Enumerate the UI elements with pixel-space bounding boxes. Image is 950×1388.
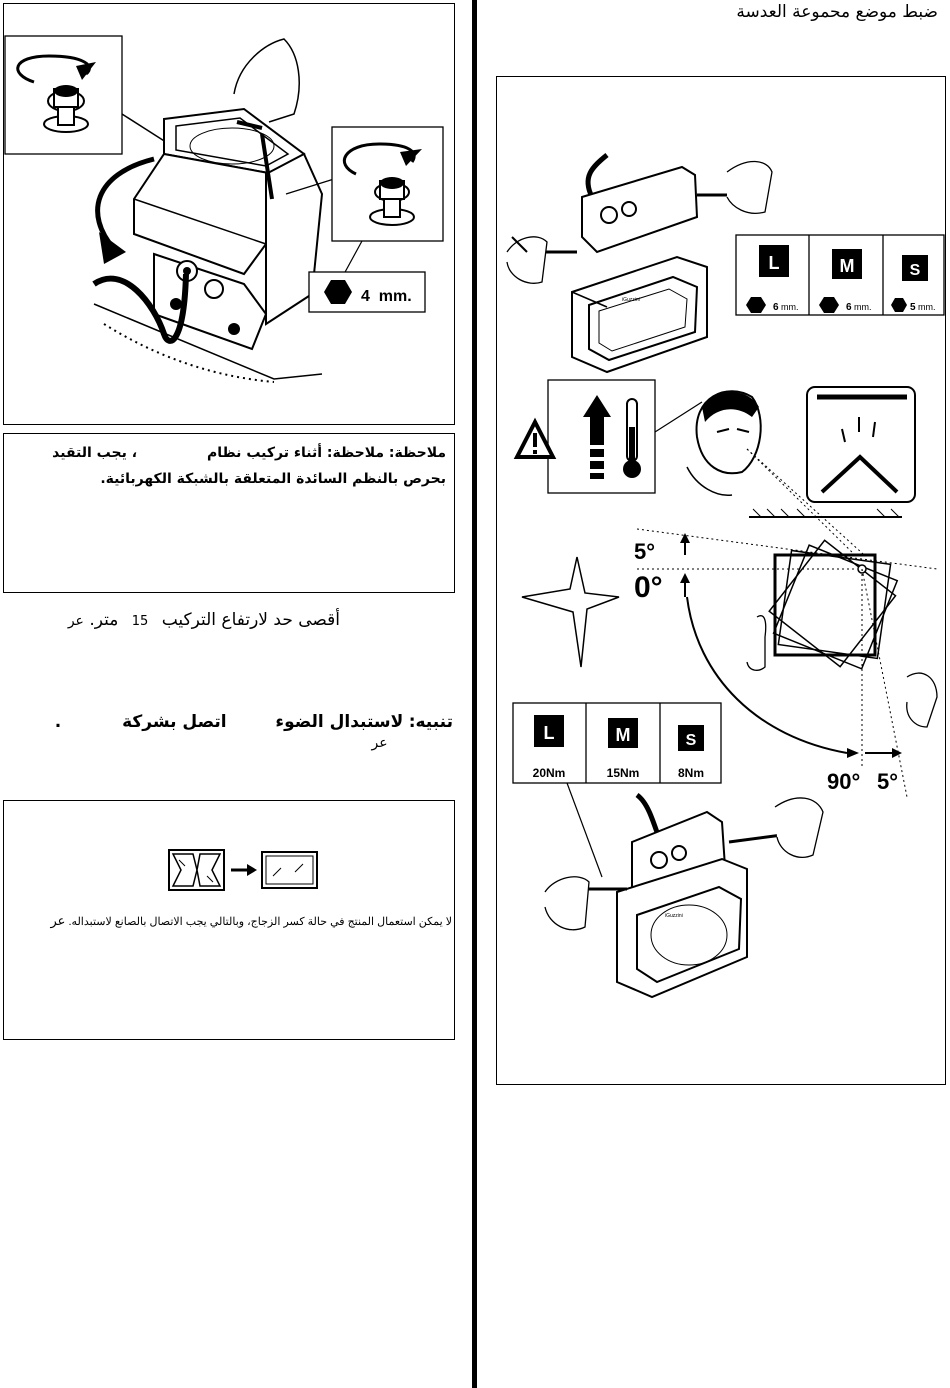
- installation-illustration: [4, 4, 456, 426]
- hex-key-bottom-right: [729, 835, 782, 842]
- lens-detail-inset: [807, 387, 915, 502]
- hex-unit-small: mm.: [918, 302, 936, 312]
- new-glass-icon: [262, 852, 317, 888]
- arrow-right-icon: [247, 864, 257, 876]
- tilt-angle-zero: 0°: [634, 571, 663, 604]
- hex-size-medium: 6: [846, 302, 852, 313]
- glass-notice-line: [10, 913, 452, 929]
- glass-notice-text: لا يمكن استعمال المنتج في حالة كسر الزجاج، وبالتالي يجب الاتصال بالصانع لاستبداله.: [68, 916, 452, 928]
- warning-contact: اتصل بشركة: [122, 712, 227, 732]
- lens-adjustment-figure-frame: [496, 76, 946, 1085]
- max-height-trailing: عر: [67, 613, 84, 629]
- rotation-angle-extra: 5°: [877, 769, 899, 794]
- warning-text: لاستبدال الضوء: [275, 712, 404, 732]
- note-line-1: [12, 440, 446, 466]
- warning-label: تنبيه:: [408, 712, 453, 732]
- column-divider: [472, 0, 477, 1388]
- tilt-angle-top: 5°: [634, 539, 656, 564]
- warning-dot: .: [54, 712, 62, 732]
- warning-line: [5, 712, 453, 752]
- torque-medium-letter: M: [615, 725, 631, 745]
- brand-mark-bottom: iGuzzini: [665, 913, 683, 919]
- hex-unit-medium: mm.: [854, 302, 872, 312]
- note-line-1-prefix: ملاحظة: ملاحظة: أثناء تركيب نظام: [207, 445, 446, 461]
- torque-small-value: 8Nm: [677, 766, 705, 780]
- brand-mark-top: iGuzzini: [622, 297, 640, 303]
- glass-notice-box: [3, 800, 455, 1040]
- hex-size-small: 5: [910, 302, 916, 313]
- note-line-1-suffix: ، يجب التقيد: [52, 445, 138, 461]
- section-title: ضبط موضع محموعة العدسة: [736, 2, 938, 22]
- max-height-prefix: أقصى حد لارتفاع التركيب: [161, 610, 340, 630]
- electrical-note-box: [3, 433, 455, 593]
- torque-large-letter: L: [543, 723, 555, 743]
- size-medium-letter: M: [839, 256, 855, 276]
- hex-size-large: 6: [773, 302, 779, 313]
- max-height-suffix: متر.: [89, 610, 119, 630]
- torque-small-letter: S: [685, 732, 697, 749]
- size-small-letter: S: [909, 262, 921, 279]
- max-height-value: 15: [131, 614, 149, 629]
- torque-large-value: 20Nm: [532, 766, 566, 780]
- note-line-2: بحرص بالنظم السائدة المتعلقة بالشبكة الكهربائية.: [100, 471, 446, 487]
- hex-key-size-label: 4 mm.: [361, 288, 412, 305]
- glass-notice-trailing: عر: [50, 913, 66, 928]
- installation-figure-frame: [3, 3, 455, 425]
- size-large-letter: L: [768, 253, 780, 273]
- max-height-line: [5, 610, 340, 630]
- bracket-top: [582, 167, 697, 252]
- hex-unit-large: mm.: [781, 302, 799, 312]
- broken-glass-illustration: [167, 846, 327, 896]
- torque-medium-value: 15Nm: [606, 766, 640, 780]
- rotation-angle: 90°: [827, 769, 861, 794]
- light-burst-icon: [522, 557, 619, 667]
- lens-adjustment-illustration: [497, 77, 947, 1086]
- warning-trailing: عر: [371, 735, 388, 751]
